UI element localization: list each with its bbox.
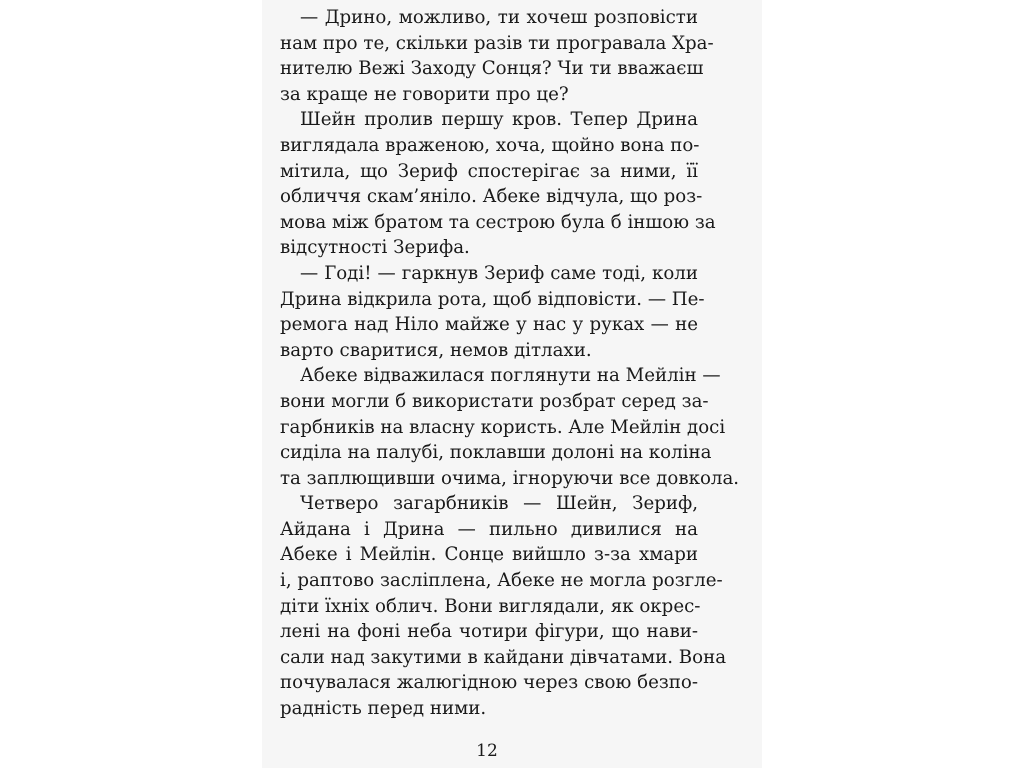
text-line: діти їхніх облич. Вони виглядали, як окрес- [280, 595, 701, 617]
text-line: — Годі! — гаркнув Зериф саме тоді, коли [300, 262, 698, 284]
text-line: і, раптово засліплена, Абеке не могла розгле- [280, 570, 723, 592]
paragraph [280, 261, 705, 363]
text-line: нам про те, скільки разів ти програвала Хра- [280, 32, 714, 54]
paragraph [280, 363, 740, 491]
paragraph [280, 5, 714, 107]
text-line: Шейн пролив першу кров. Тепер Дрина [300, 109, 698, 131]
book-page [262, 0, 762, 768]
paragraph [280, 491, 727, 721]
text-line: варто сваритися, немов дітлахи. [280, 339, 592, 361]
text-line: вони могли б використати розбрат серед за- [280, 390, 709, 412]
text-line: Абеке і Мейлін. Сонце вийшло з-за хмари [280, 544, 698, 566]
text-line: лені на фоні неба чотири фігури, що нави- [280, 621, 698, 643]
text-line: Абеке відважилася поглянути на Мейлін — [300, 365, 721, 387]
text-line: гарбників на власну користь. Але Мейлін досі [280, 416, 726, 438]
text-line: та заплющивши очима, ігноруючи все довкола. [280, 467, 740, 489]
text-line: — Дрино, можливо, ти хочеш розповісти [300, 7, 698, 28]
text-line: за краще не говорити про це? [280, 83, 569, 105]
text-line: виглядала враженою, хоча, щойно вона по- [280, 134, 700, 156]
text-line: ремога над Ніло майже у нас у руках — не [280, 314, 698, 336]
text-line: сиділа на палубі, поклавши долоні на коліна [280, 442, 712, 464]
text-line: мова між братом та сестрою була б іншою за [280, 211, 716, 233]
text-line: Айдана і Дрина — пильно дивилися на [280, 518, 698, 540]
text-line: сали над закутими в кайдани дівчатами. Вона [280, 646, 727, 668]
page-number: 12 [476, 741, 498, 761]
text-line: Дрина відкрила рота, щоб відповісти. — Пе- [280, 288, 705, 310]
text-line: почувалася жалюгідною через свою безпо- [280, 672, 698, 694]
text-line: обличчя скам’яніло. Абеке відчула, що роз- [280, 186, 703, 208]
text-line: мітила, що Зериф спостерігає за ними, її [280, 160, 698, 182]
text-line: Четверо загарбників — Шейн, Зериф, [300, 493, 698, 515]
paragraph [280, 107, 716, 261]
text-line: радність перед ними. [280, 698, 487, 720]
page-text [280, 5, 740, 722]
text-line: відсутності Зерифа. [280, 237, 470, 259]
text-line: нителю Вежі Заходу Сонця? Чи ти вважаєш [280, 58, 704, 80]
